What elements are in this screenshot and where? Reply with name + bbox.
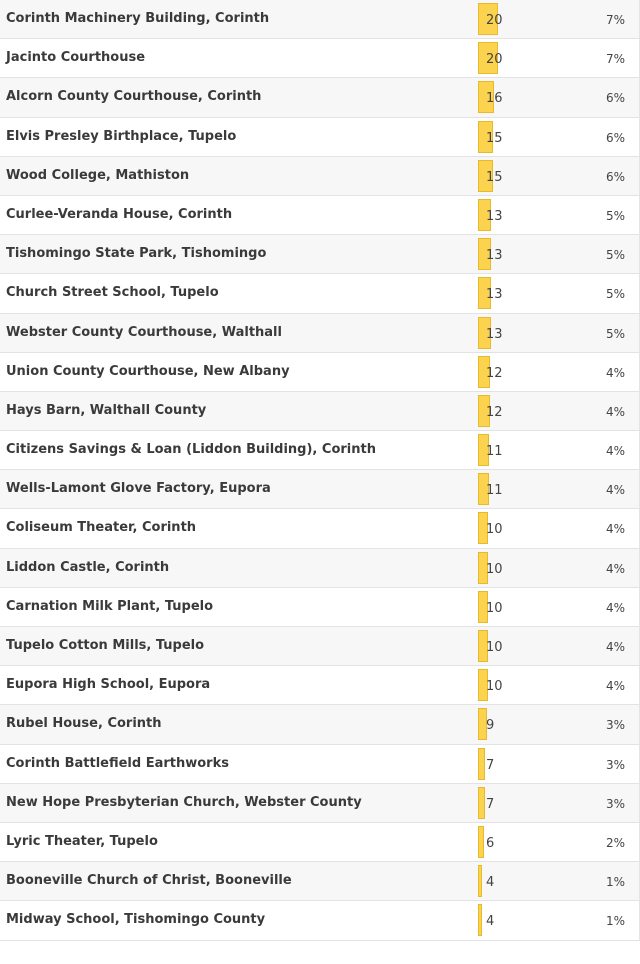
result-bar [478, 748, 485, 780]
result-percent: 4% [605, 483, 625, 498]
result-percent: 4% [605, 522, 625, 537]
result-count: 11 [486, 483, 503, 499]
result-label: Corinth Machinery Building, Corinth [6, 11, 270, 26]
result-row [0, 353, 639, 392]
result-count: 16 [486, 91, 503, 107]
result-bar [478, 826, 484, 858]
result-bar [478, 787, 485, 819]
result-count: 4 [486, 875, 495, 891]
result-row [0, 823, 639, 862]
result-label: Lyric Theater, Tupelo [6, 833, 158, 849]
result-label: Webster County Courthouse, Walthall [6, 324, 282, 340]
result-percent: 5% [605, 208, 625, 223]
result-row [0, 901, 639, 940]
result-bar [478, 904, 482, 936]
result-row [0, 431, 639, 470]
result-percent: 2% [605, 835, 625, 850]
result-row [0, 705, 639, 744]
result-count: 7 [486, 796, 495, 812]
result-bar [478, 865, 482, 897]
result-label: Curlee-Veranda House, Corinth [6, 206, 233, 222]
result-percent: 4% [605, 561, 625, 576]
result-row [0, 0, 639, 39]
result-row [0, 627, 639, 666]
result-percent: 4% [605, 404, 625, 419]
result-label: Church Street School, Tupelo [6, 285, 219, 301]
result-row [0, 314, 639, 353]
result-count: 20 [486, 13, 503, 28]
result-label: Midway School, Tishomingo County [6, 912, 266, 928]
result-percent: 6% [605, 91, 625, 106]
result-percent: 1% [605, 914, 625, 929]
result-percent: 4% [605, 365, 625, 380]
result-percent: 4% [605, 679, 625, 694]
result-label: New Hope Presbyterian Church, Webster County [6, 794, 362, 810]
result-count: 13 [486, 208, 503, 224]
result-percent: 5% [605, 326, 625, 341]
result-percent: 5% [605, 248, 625, 263]
result-row [0, 666, 639, 705]
result-label: Coliseum Theater, Corinth [6, 520, 197, 536]
result-count: 15 [486, 169, 503, 185]
result-count: 11 [486, 444, 503, 460]
result-percent: 4% [605, 444, 625, 459]
result-row [0, 588, 639, 627]
result-percent: 6% [605, 130, 625, 145]
result-count: 15 [486, 130, 503, 146]
result-label: Eupora High School, Eupora [6, 677, 211, 693]
result-row [0, 235, 639, 274]
result-count: 6 [486, 835, 495, 851]
result-row [0, 862, 639, 901]
result-count: 12 [486, 365, 503, 381]
result-row [0, 274, 639, 313]
result-count: 7 [486, 757, 495, 773]
result-label: Elvis Presley Birthplace, Tupelo [6, 128, 237, 144]
result-row [0, 157, 639, 196]
result-count: 13 [486, 287, 503, 303]
result-row [0, 39, 639, 78]
result-label: Tupelo Cotton Mills, Tupelo [6, 638, 205, 653]
result-percent: 5% [605, 287, 625, 302]
result-label: Liddon Castle, Corinth [6, 559, 170, 575]
result-label: Carnation Milk Plant, Tupelo [6, 598, 214, 614]
result-label: Wood College, Mathiston [6, 167, 190, 183]
result-percent: 3% [605, 757, 625, 772]
result-count: 10 [486, 600, 503, 616]
result-percent: 4% [605, 640, 625, 654]
result-label: Union County Courthouse, New Albany [6, 363, 290, 379]
result-label: Tishomingo State Park, Tishomingo [6, 246, 267, 262]
result-row [0, 745, 639, 784]
result-percent: 3% [605, 718, 625, 733]
result-label: Booneville Church of Christ, Booneville [6, 873, 292, 889]
result-percent: 3% [605, 796, 625, 811]
result-count: 9 [486, 718, 495, 734]
result-count: 10 [486, 640, 503, 655]
result-count: 10 [486, 679, 503, 695]
result-percent: 4% [605, 600, 625, 615]
result-row [0, 470, 639, 509]
result-label: Alcorn County Courthouse, Corinth [6, 89, 262, 105]
result-row [0, 392, 639, 431]
result-percent: 1% [605, 875, 625, 890]
result-count: 12 [486, 404, 503, 420]
result-percent: 7% [605, 13, 625, 27]
result-label: Hays Barn, Walthall County [6, 402, 207, 418]
result-row [0, 196, 639, 235]
result-row [0, 784, 639, 823]
result-count: 13 [486, 326, 503, 342]
result-count: 20 [486, 52, 503, 68]
result-percent: 7% [605, 52, 625, 67]
result-count: 10 [486, 522, 503, 538]
result-label: Jacinto Courthouse [6, 50, 146, 66]
result-row [0, 509, 639, 548]
result-label: Wells-Lamont Glove Factory, Eupora [6, 481, 271, 497]
result-count: 4 [486, 914, 495, 930]
result-label: Corinth Battlefield Earthworks [6, 755, 229, 771]
result-row [0, 78, 639, 117]
result-row [0, 118, 639, 157]
result-count: 10 [486, 561, 503, 577]
result-percent: 6% [605, 169, 625, 184]
result-label: Citizens Savings & Loan (Liddon Building), Corinth [6, 442, 376, 458]
result-count: 13 [486, 248, 503, 264]
result-row [0, 549, 639, 588]
result-label: Rubel House, Corinth [6, 716, 162, 732]
